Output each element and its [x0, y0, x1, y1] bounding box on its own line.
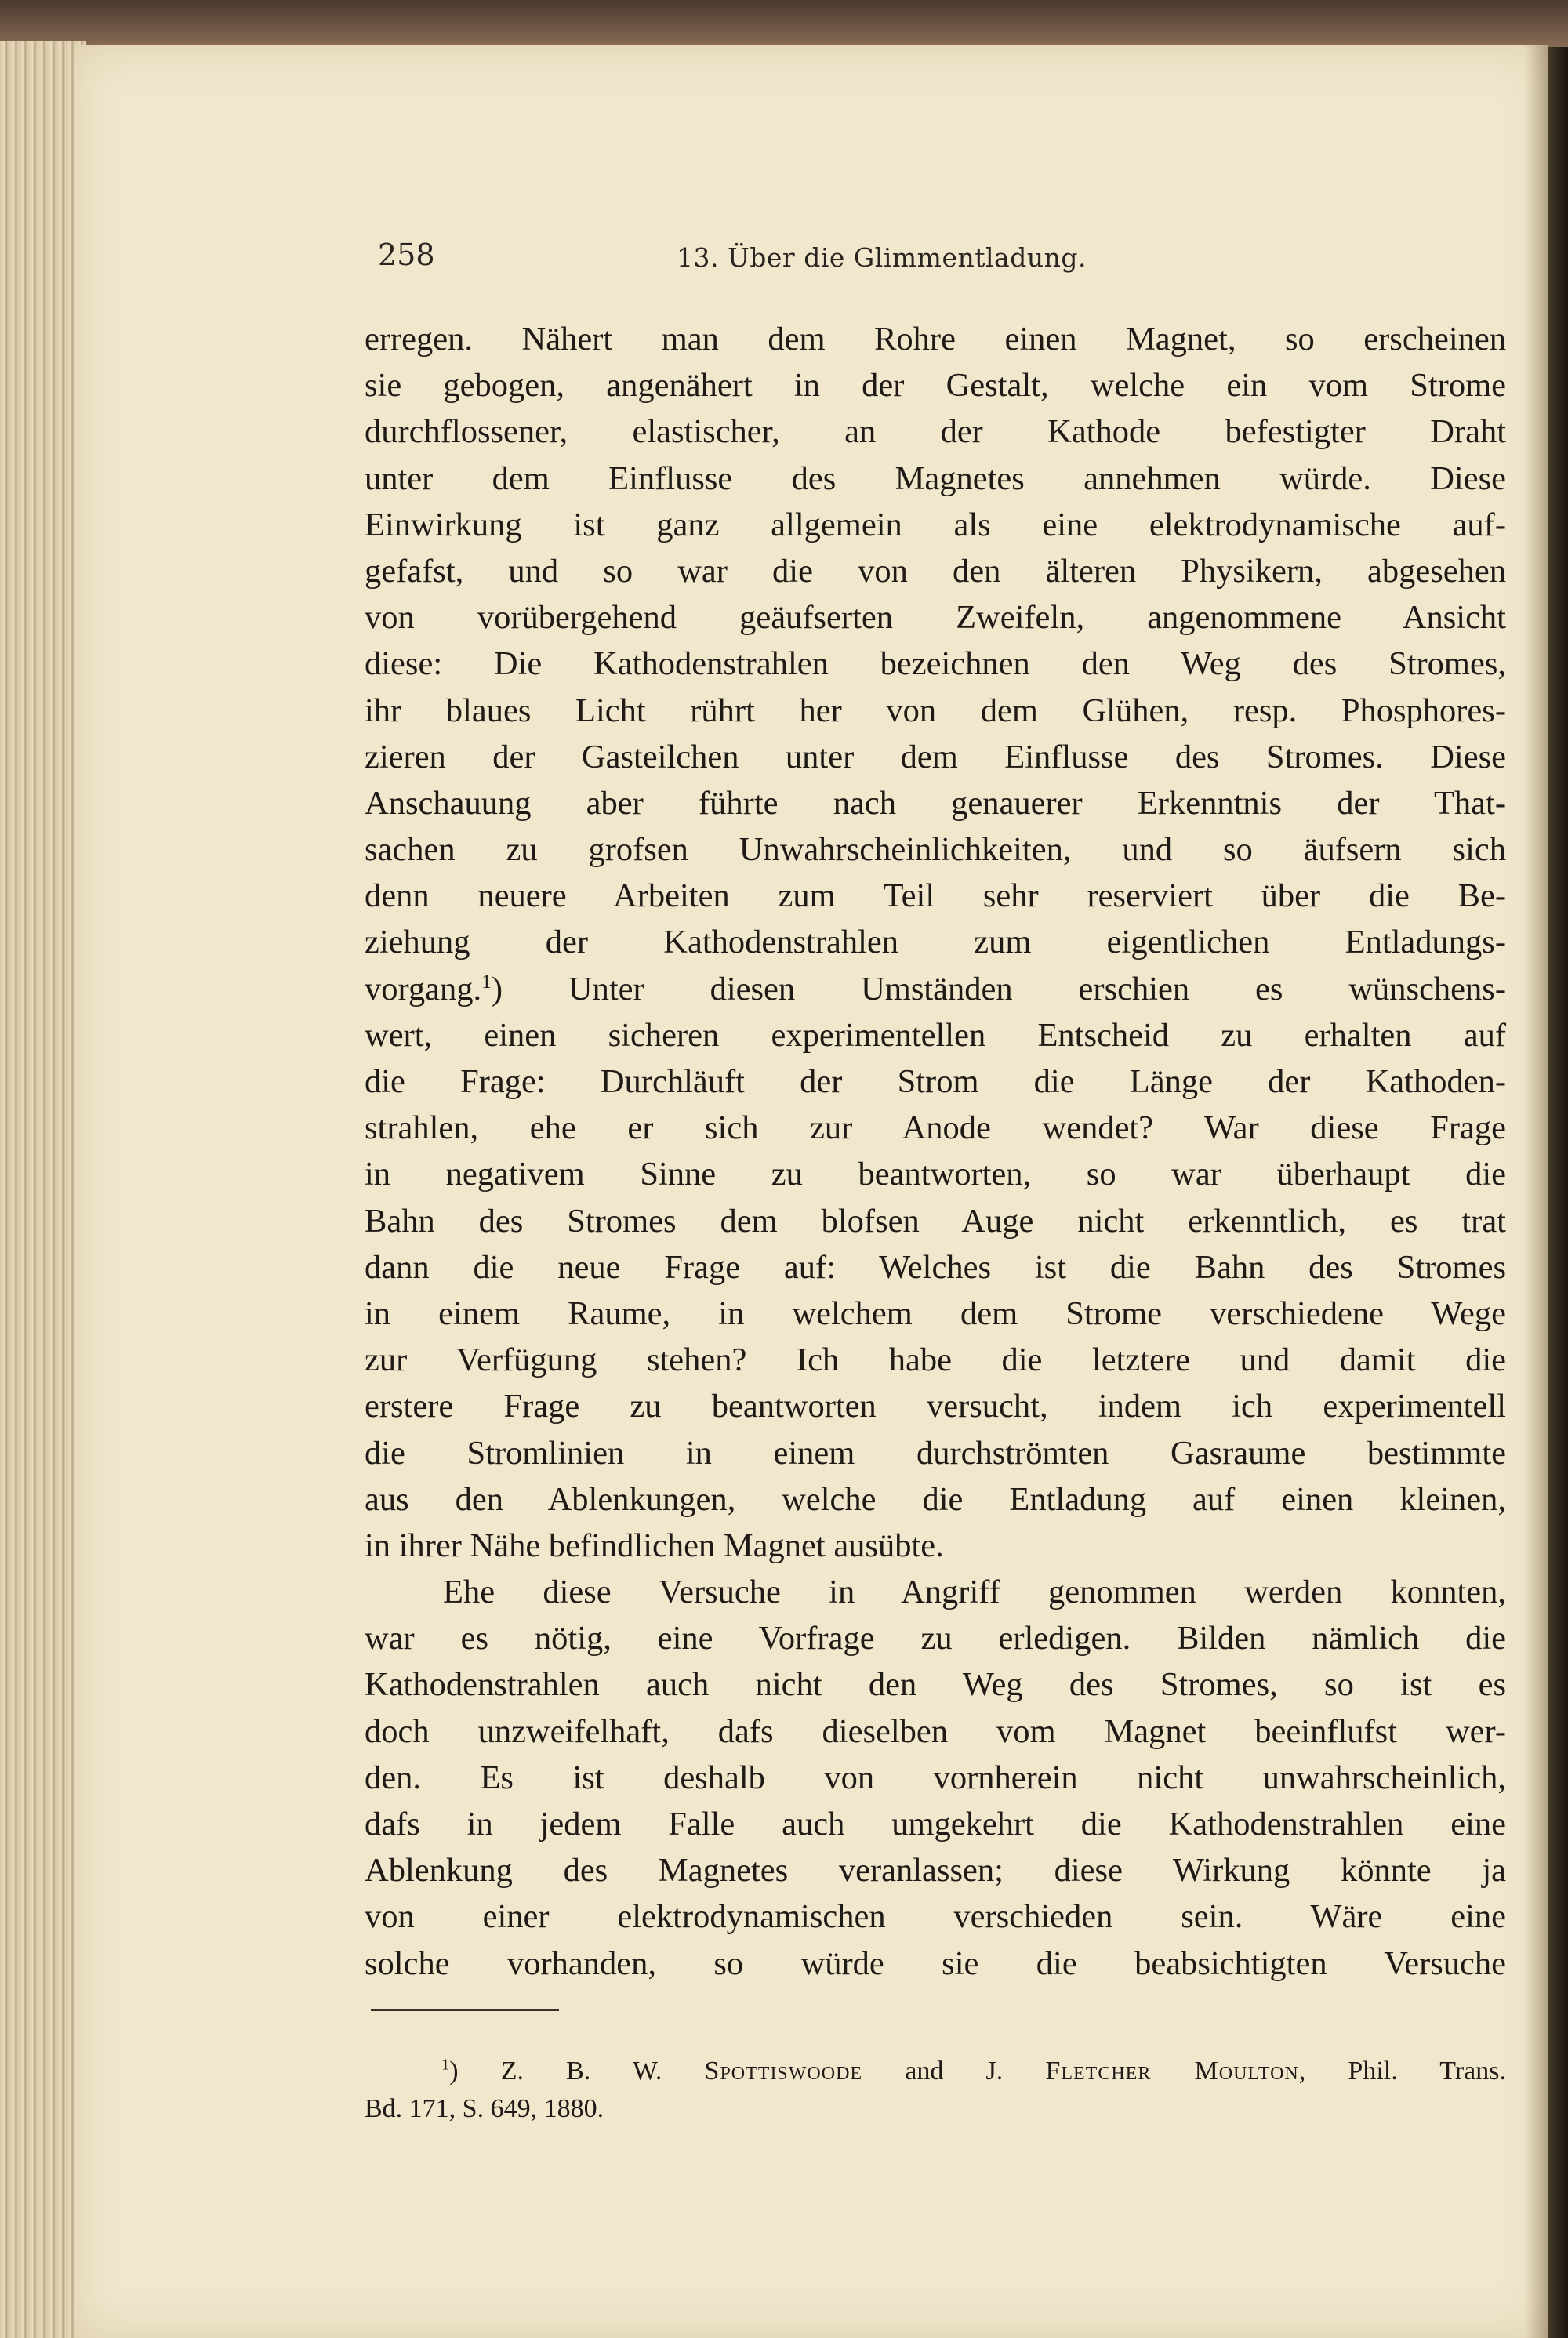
book-page	[74, 45, 1548, 2338]
author-name: Fletcher Moulton	[1045, 2057, 1299, 2086]
text-line: aus den Ablenkungen, welche die Entladung auf einen kleinen,	[365, 1480, 1506, 1518]
text-line: erstere Frage zu beantworten versucht, indem ich experimentell	[365, 1388, 1506, 1425]
text-line: erregen. Nähert man dem Rohre einen Magnet, so erscheinen	[365, 321, 1506, 358]
text-line: gefafst, und so war die von den älteren Physikern, abgesehen	[365, 552, 1506, 590]
text-line: zur Verfügung stehen? Ich habe die letztere und damit die	[365, 1341, 1506, 1379]
running-head	[74, 238, 1548, 285]
footnote-authors: Z. B. W.	[500, 2057, 662, 2086]
text-line: ihr blaues Licht rührt her von dem Glühen, resp. Phosphores-	[365, 692, 1506, 729]
text-line-with-footnote-ref	[365, 966, 1506, 1012]
text-line: von einer elektrodynamischen verschieden sein. Wäre eine	[365, 1898, 1506, 1936]
footnote-journal: , Phil. Trans.	[1298, 2057, 1506, 2086]
text-line: die Frage: Durchläuft der Strom die Länge der Kathoden-	[365, 1063, 1506, 1100]
page-stack-edge	[0, 41, 86, 2338]
line-start: vorgang.	[365, 970, 482, 1007]
text-line: zieren der Gasteilchen unter dem Einflusse des Stromes. Diese	[365, 738, 1506, 775]
footnote-ref: 1	[481, 969, 492, 993]
text-line: durchflossener, elastischer, an der Kathode befestigter Draht	[365, 413, 1506, 451]
text-line: solche vorhanden, so würde sie die beabsichtigten Versuche	[365, 1944, 1506, 1982]
author-name: Spottiswoode	[704, 2057, 863, 2086]
text-line: in ihrer Nähe befindlichen Magnet ausübte.	[365, 1527, 944, 1564]
book-top-edge	[0, 0, 1568, 47]
text-line: den. Es ist deshalb von vornherein nicht unwahrscheinlich,	[365, 1759, 1506, 1796]
footnote	[365, 2053, 1506, 2128]
text-line: denn neuere Arbeiten zum Teil sehr reserviert über die Be-	[365, 877, 1506, 915]
text-line: sie gebogen, angenähert in der Gestalt, welche ein vom Strome	[365, 367, 1506, 405]
text-line: Einwirkung ist ganz allgemein als eine elektrodynamische auf-	[365, 506, 1506, 543]
footnote-line-1: $^1$) Z. B. W. Spottiswoode and J. Fletcher Moulton, Phil. Trans.	[441, 2056, 1506, 2086]
text-line: die Stromlinien in einem durchströmten Gasraume bestimmte	[365, 1434, 1506, 1472]
text-line: in einem Raume, in welchem dem Strome verschiedene Wege	[365, 1294, 1506, 1332]
footnote-line-2: Bd. 171, S. 649, 1880.	[365, 2094, 604, 2123]
paragraph-start: Ehe diese Versuche in Angriff genommen werden konnten,	[443, 1574, 1506, 1611]
text-line: in negativem Sinne zu beantworten, so war überhaupt die	[365, 1156, 1506, 1193]
footnote-joiner: and J.	[905, 2057, 1004, 2086]
text-line: dann die neue Frage auf: Welches ist die Bahn des Stromes	[365, 1248, 1506, 1286]
text-line: wert, einen sicheren experimentellen Entscheid zu erhalten auf	[365, 1016, 1506, 1054]
text-line: diese: Die Kathodenstrahlen bezeichnen den Weg des Stromes,	[365, 645, 1506, 683]
text-line: war es nötig, eine Vorfrage zu erledigen. Bilden nämlich die	[365, 1620, 1506, 1657]
text-line: unter dem Einflusse des Magnetes annehmen würde. Diese	[365, 459, 1506, 497]
text-line: dafs in jedem Falle auch umgekehrt die Kathodenstrahlen eine	[365, 1806, 1506, 1842]
text-line: sachen zu grofsen Unwahrscheinlichkeiten, und so äufsern sich	[365, 831, 1506, 869]
text-line: Kathodenstrahlen auch nicht den Weg des Stromes, so ist es	[365, 1666, 1506, 1704]
text-line: Bahn des Stromes dem blofsen Auge nicht erkenntlich, es trat	[365, 1202, 1506, 1240]
text-line: strahlen, ehe er sich zur Anode wendet? War diese Frage	[365, 1109, 1506, 1147]
text-line: ziehung der Kathodenstrahlen zum eigentlichen Entladungs-	[365, 924, 1506, 961]
text-line: Ablenkung des Magnetes veranlassen; diese Wirkung könnte ja	[365, 1852, 1506, 1890]
footnote-divider	[371, 2009, 559, 2011]
text-line: doch unzweifelhaft, dafs dieselben vom Magnet beeinflufst wer-	[365, 1712, 1506, 1750]
line-rest: ) Unter diesen Umständen erschien es wünschens-	[491, 970, 1506, 1007]
text-line: Anschauung aber führte nach genauerer Erkenntnis der That-	[365, 784, 1506, 822]
running-title: 13. Über die Glimmentladung.	[677, 242, 1087, 273]
footnote-marker: 1	[441, 2056, 450, 2074]
text-line: von vorübergehend geäufserten Zweifeln, angenommene Ansicht	[365, 599, 1506, 637]
page-number: 258	[378, 238, 435, 272]
body-text	[365, 316, 1506, 1987]
